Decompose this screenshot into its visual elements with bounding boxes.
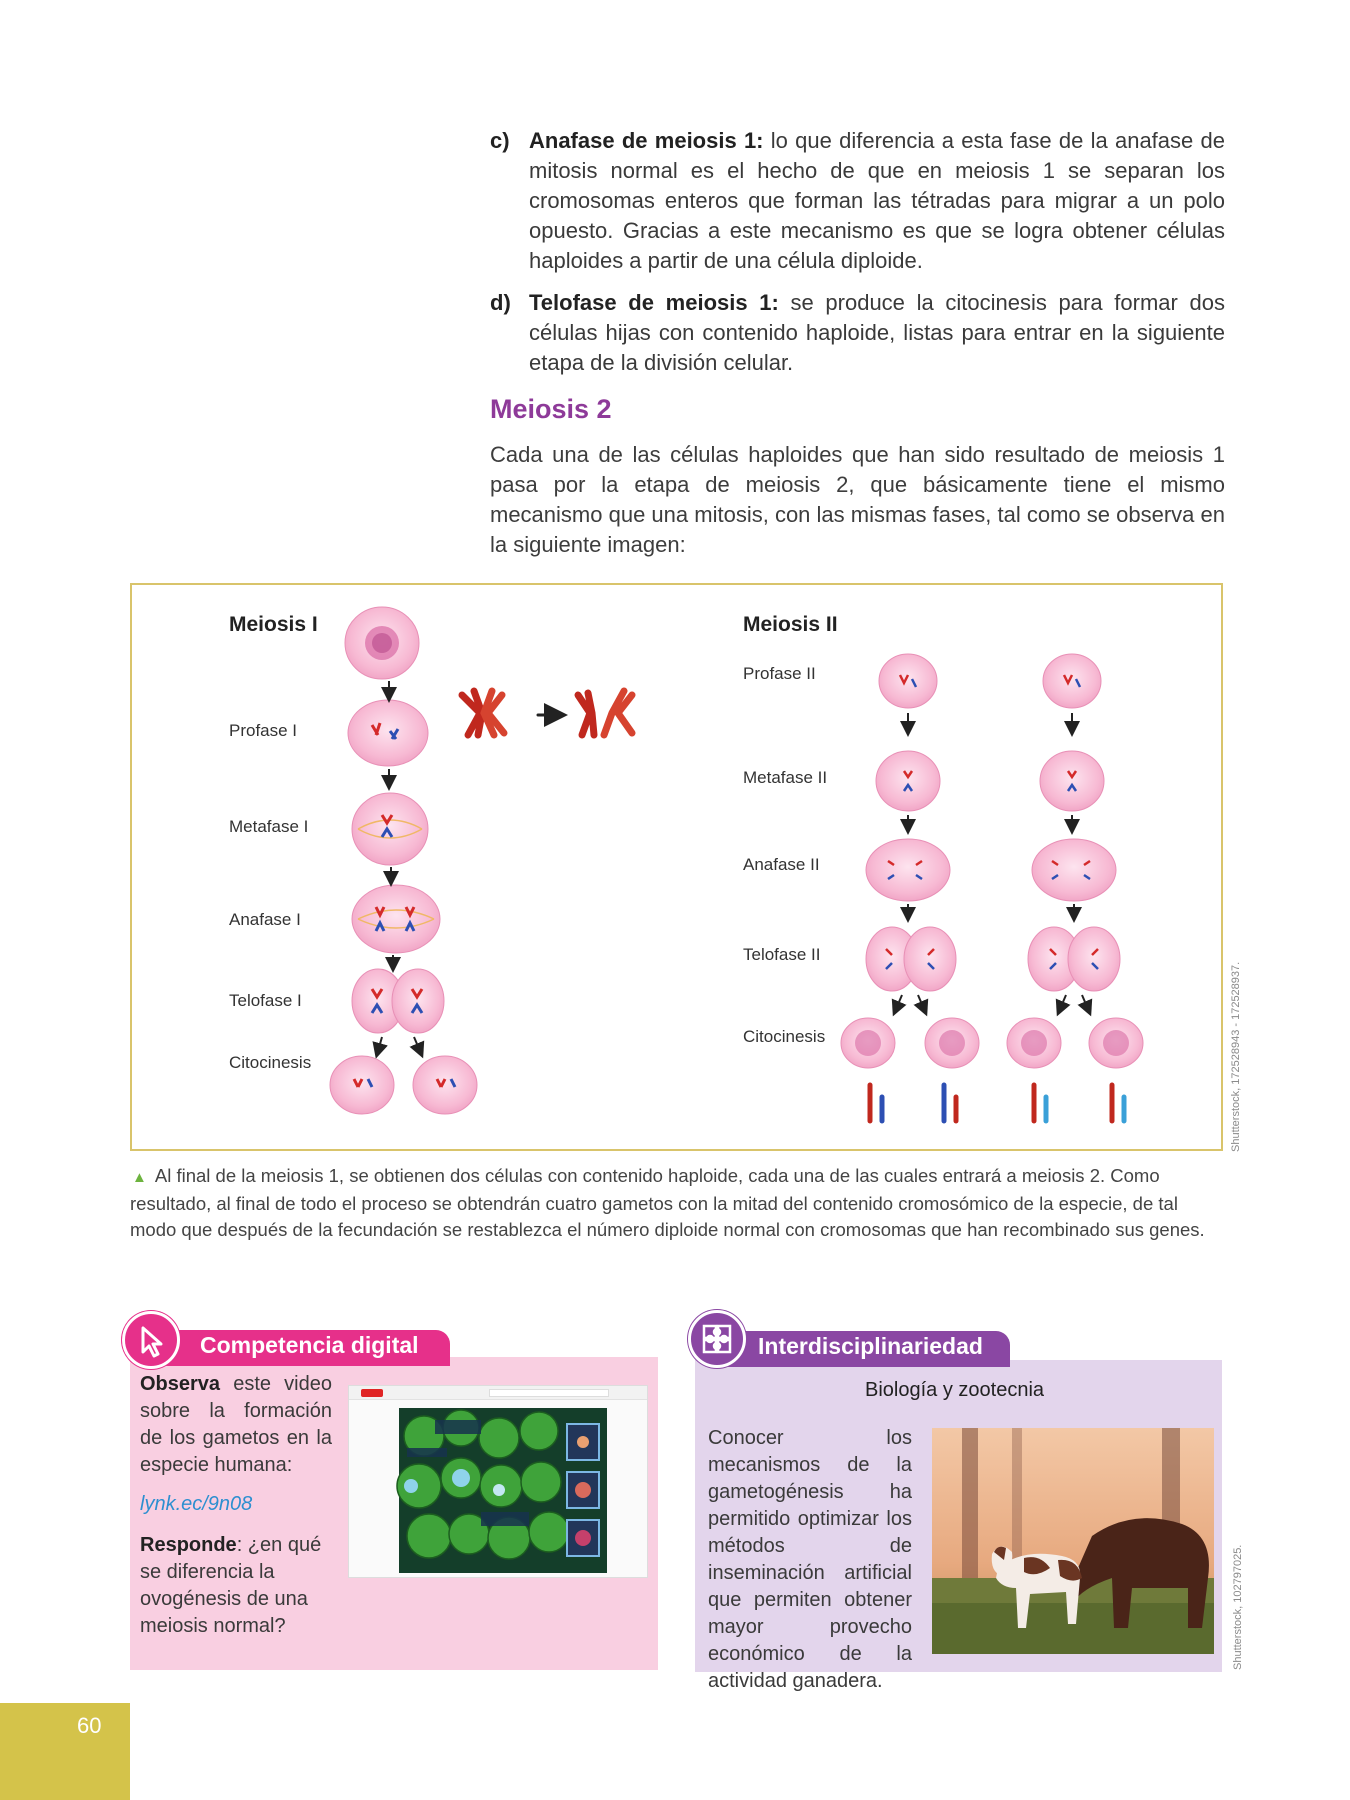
label-metafase-2: Metafase II [743, 768, 828, 787]
figure-credit: Shutterstock, 172528943 - 172528937. [1230, 961, 1242, 1152]
video-link[interactable]: lynk.ec/9n08 [140, 1493, 253, 1515]
meiosis2-cells-b [1007, 654, 1143, 1068]
calf-cow-photo [932, 1428, 1214, 1654]
observa-rest: este video sobre la formación de los gametos en la especie humana: [140, 1373, 332, 1476]
item-telofase-1 [490, 288, 1225, 378]
section-paragraph: Cada una de las células haploides que han sido resultado de meiosis 1 pasa por la etapa de meiosis 2, que básicamente tiene el mismo mecanismo que una mitosis, con las mismas fases, tal como se observa en la siguiente imagen: [490, 442, 1225, 557]
label-telofase-2: Telofase II [743, 945, 821, 964]
figure-caption [130, 1163, 1225, 1243]
observa-bold: Observa [140, 1373, 221, 1395]
observa-text [140, 1371, 332, 1479]
meiosis1-title: Meiosis I [229, 613, 318, 636]
interdisciplinariedad-subtitle: Biología y zootecnia [865, 1379, 1045, 1401]
item-body [529, 126, 1225, 276]
responde-text [140, 1532, 332, 1640]
item-marker: c) [490, 128, 510, 153]
triangle-icon: ▲ [132, 1169, 147, 1186]
label-anafase-1: Anafase I [229, 910, 301, 929]
video-thumbnail[interactable] [348, 1385, 648, 1578]
label-citocinesis-1: Citocinesis [229, 1053, 312, 1072]
item-term: Telofase de meiosis 1: [529, 290, 779, 315]
competencia-tab [152, 1330, 450, 1366]
cursor-icon [122, 1311, 180, 1369]
item-marker: d) [490, 290, 511, 315]
label-profase-2: Profase II [743, 664, 816, 683]
puzzle-icon [688, 1310, 746, 1368]
item-term: Anafase de meiosis 1: [529, 128, 764, 153]
caption-text: Al final de la meiosis 1, se obtienen dos células con contenido haploide, cada una de las cuales entrará a meiosis 2. Como resultado, al final de todo el proceso se obtendrán cuatro gametos con la mitad del contenido cromosómico de la especie, de tal modo que después de la fecundación se restablezca el número diploide normal con cromosomas que han recombinado sus genes. [130, 1165, 1205, 1240]
meiosis-figure [130, 583, 1223, 1151]
meiosis1-cells [330, 607, 477, 1114]
label-metafase-1: Metafase I [229, 817, 309, 836]
video-frame [349, 1386, 648, 1578]
item-description: se produce la citocinesis para formar dos células hijas con contenido haploide, listas para entrar en la siguiente etapa de la división celular. [529, 290, 1225, 375]
item-description: lo que diferencia a esta fase de la anafase de mitosis normal es el hecho de que en meiosis 1 se separan los cromosomas enteros que forman las tétradas para migrar a un polo opuesto. Gracias a este mecanismo es que se logra obtener células haploides a partir de una célula diploide. [529, 128, 1225, 273]
interdisciplinariedad-text: Conocer los mecanismos de la gametogénesis ha permitido optimizar los métodos de inseminación artificial que permiten obtener mayor provecho económico de la actividad ganadera. [708, 1427, 912, 1692]
photo-credit: Shutterstock, 102797025. [1232, 1544, 1244, 1670]
label-citocinesis-2: Citocinesis [743, 1027, 826, 1046]
competencia-title: Competencia digital [200, 1332, 419, 1358]
item-anafase-1 [490, 126, 1225, 276]
section-heading: Meiosis 2 [490, 394, 612, 424]
item-body [529, 288, 1225, 378]
gamete-chromosomes [870, 1085, 1124, 1121]
interdisciplinariedad-tab [720, 1331, 1010, 1367]
responde-rest: : ¿en qué se diferencia la ovogénesis de una meiosis normal? [140, 1534, 322, 1637]
page-number-bar [0, 1703, 130, 1800]
crossing-over-chromosomes [462, 691, 632, 735]
meiosis2-title: Meiosis II [743, 613, 838, 636]
label-anafase-2: Anafase II [743, 855, 820, 874]
label-telofase-1: Telofase I [229, 991, 302, 1010]
responde-bold: Responde [140, 1534, 237, 1556]
page-number: 60 [77, 1713, 102, 1738]
meiosis2-cells-a [841, 654, 979, 1068]
label-profase-1: Profase I [229, 721, 298, 740]
interdisciplinariedad-title: Interdisciplinariedad [758, 1333, 983, 1359]
